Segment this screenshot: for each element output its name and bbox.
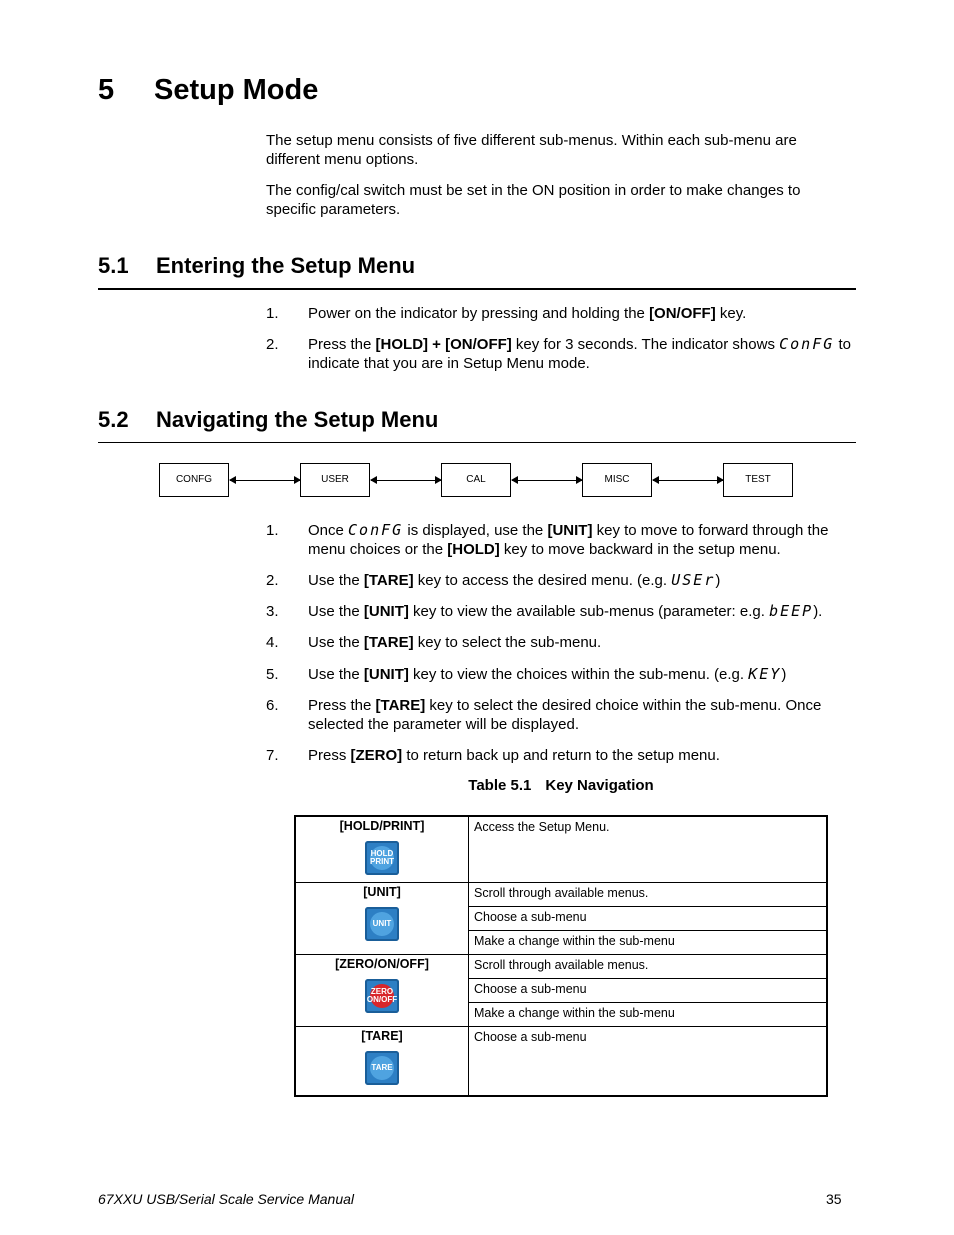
section-rule bbox=[98, 442, 856, 443]
zero-on-off-key-icon: ZERO ON/OFF bbox=[365, 979, 399, 1013]
description-cell: Make a change within the sub-menu bbox=[469, 1003, 828, 1027]
section-title: Entering the Setup Menu bbox=[156, 253, 416, 278]
section-title: Navigating the Setup Menu bbox=[156, 407, 439, 432]
description-cell: Access the Setup Menu. bbox=[469, 816, 828, 883]
list-item: 5. Use the [UNIT] key to view the choices within the sub-menu. (e.g. KEY) bbox=[266, 665, 787, 683]
table-caption: Table 5.1 Key Navigation bbox=[468, 777, 654, 794]
nav-box-confg: CONFG bbox=[159, 463, 229, 497]
section-rule bbox=[98, 288, 856, 290]
section-number: 5.2 bbox=[98, 407, 129, 432]
nav-box-misc: MISC bbox=[582, 463, 652, 497]
key-cell: [TARE] TARE bbox=[295, 1027, 469, 1097]
chapter-heading bbox=[98, 74, 318, 107]
description-cell: Scroll through available menus. bbox=[469, 883, 828, 907]
key-cell: [UNIT] UNIT bbox=[295, 883, 469, 955]
description-cell: Choose a sub-menu bbox=[469, 907, 828, 931]
list-item: 3. Use the [UNIT] key to view the available sub-menus (parameter: e.g. bEEP). bbox=[266, 602, 823, 620]
description-cell: Make a change within the sub-menu bbox=[469, 931, 828, 955]
hold-print-key-icon: HOLD PRINT bbox=[365, 841, 399, 875]
nav-box-test: TEST bbox=[723, 463, 793, 497]
section-heading-5-2 bbox=[98, 407, 438, 433]
key-cell: [ZERO/ON/OFF] ZERO ON/OFF bbox=[295, 955, 469, 1027]
table-row bbox=[295, 955, 827, 979]
list-item: 2. Press the [HOLD] + [ON/OFF] key for 3 seconds. The indicator shows ConFG to indicate that you are in Setup Menu mode. bbox=[266, 335, 851, 372]
intro-paragraph-2: The config/cal switch must be set in the ON position in order to make changes to specific parameters. bbox=[266, 182, 801, 218]
table-row bbox=[295, 883, 827, 907]
nav-box-user: USER bbox=[300, 463, 370, 497]
list-item: 1. Power on the indicator by pressing and holding the [ON/OFF] key. bbox=[266, 305, 747, 322]
double-arrow-icon bbox=[653, 480, 723, 481]
display-readout: bEEP bbox=[769, 602, 814, 620]
page-number: 35 bbox=[826, 1191, 842, 1207]
list-item: 6. Press the [TARE] key to select the desired choice within the sub-menu. Once selected the parameter will be displayed. bbox=[266, 697, 822, 733]
chapter-title: Setup Mode bbox=[154, 74, 319, 106]
tare-key-icon: TARE bbox=[365, 1051, 399, 1085]
table-row bbox=[295, 1027, 827, 1097]
list-item: 2. Use the [TARE] key to access the desired menu. (e.g. USEr) bbox=[266, 571, 721, 589]
display-readout: USEr bbox=[671, 571, 716, 589]
chapter-number: 5 bbox=[98, 74, 115, 106]
description-cell: Choose a sub-menu bbox=[469, 1027, 828, 1097]
key-navigation-table bbox=[294, 815, 828, 1097]
display-readout: ConFG bbox=[779, 335, 835, 353]
description-cell: Choose a sub-menu bbox=[469, 979, 828, 1003]
description-cell: Scroll through available menus. bbox=[469, 955, 828, 979]
display-readout: ConFG bbox=[348, 521, 404, 539]
double-arrow-icon bbox=[512, 480, 582, 481]
display-readout: KEY bbox=[748, 665, 782, 683]
double-arrow-icon bbox=[230, 480, 300, 481]
footer-manual-title: 67XXU USB/Serial Scale Service Manual bbox=[98, 1191, 355, 1207]
list-item: 4. Use the [TARE] key to select the sub-menu. bbox=[266, 634, 602, 651]
intro-paragraph-1: The setup menu consists of five different sub-menus. Within each sub-menu are different menu options. bbox=[266, 132, 797, 168]
unit-key-icon: UNIT bbox=[365, 907, 399, 941]
section-heading-5-1 bbox=[98, 253, 415, 279]
list-item: 1. Once ConFG is displayed, use the [UNIT] key to move to forward through the menu choices or the [HOLD] key to move backward in the setup menu. bbox=[266, 521, 829, 558]
double-arrow-icon bbox=[371, 480, 441, 481]
section-number: 5.1 bbox=[98, 253, 129, 278]
table-row bbox=[295, 816, 827, 883]
list-item: 7. Press [ZERO] to return back up and return to the setup menu. bbox=[266, 747, 720, 764]
key-cell: [HOLD/PRINT] HOLD PRINT bbox=[295, 816, 469, 883]
nav-box-cal: CAL bbox=[441, 463, 511, 497]
